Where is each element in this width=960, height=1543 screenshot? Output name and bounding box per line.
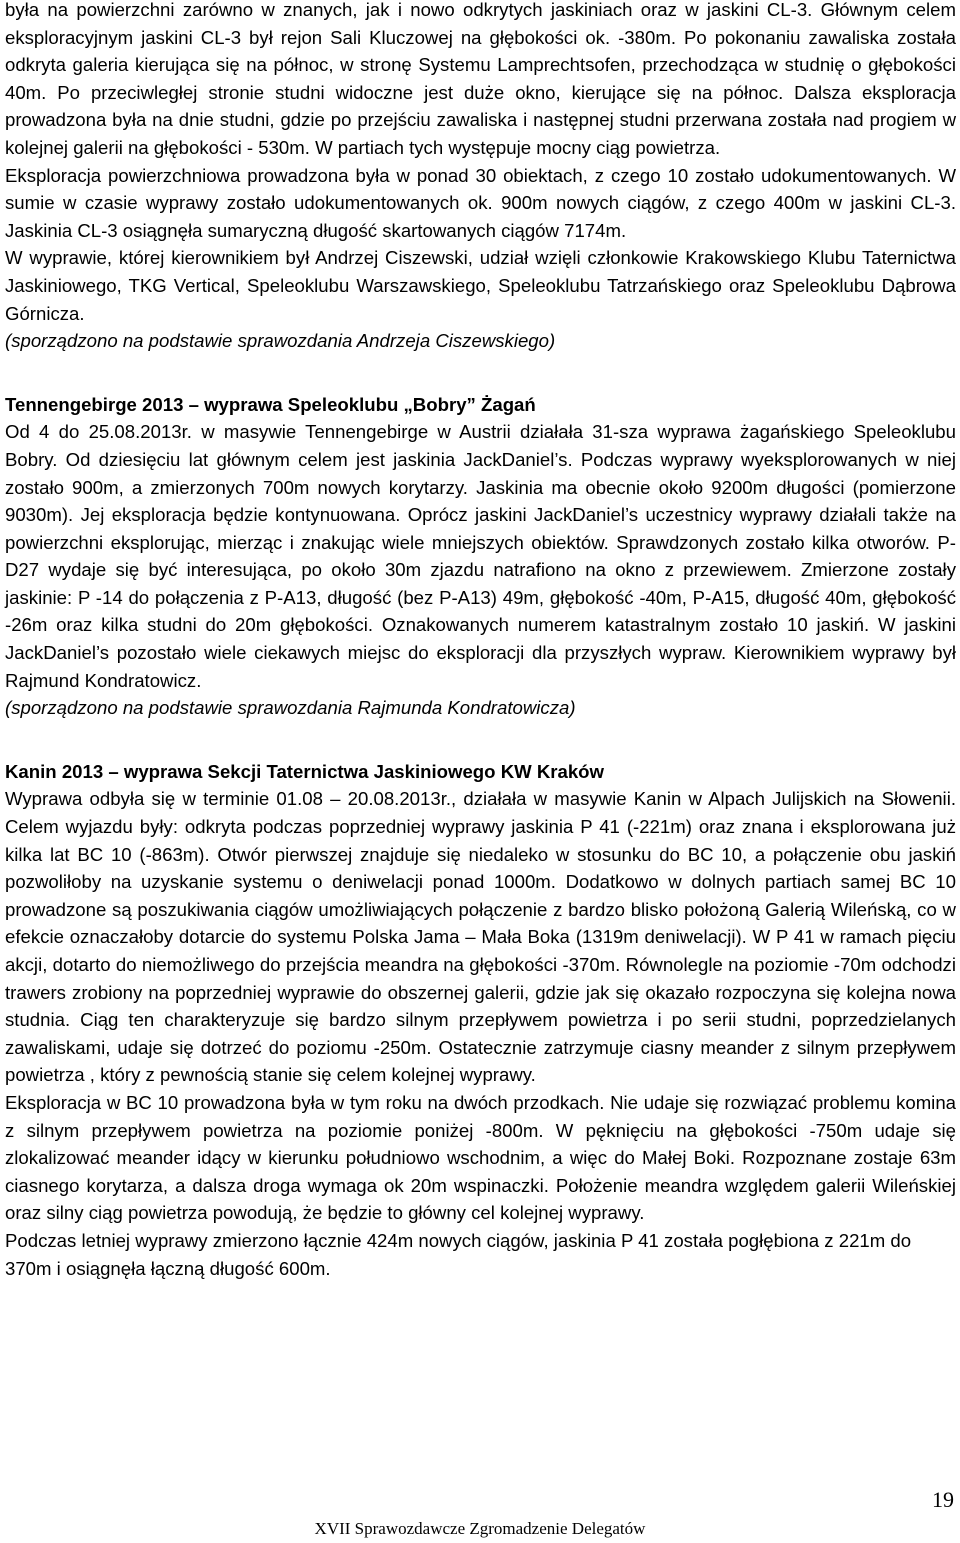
- paragraph: Eksploracja powierzchniowa prowadzona była w ponad 30 obiektach, z czego 10 zostało udokumentowanych. W sumie w czasie wyprawy zostało udokumentowanych ok. 900m nowych ciągów, z czego 400m w jaskini CL-3. Jaskinia CL-3 osiągnęła sumaryczną długość skartowanych ciągów 7174m.: [5, 164, 956, 241]
- paragraph: W wyprawie, której kierownikiem był Andrzej Ciszewski, udział wzięli członkowie Krakowskiego Klubu Taternictwa Jaskiniowego, TKG Vertical, Speleoklubu Warszawskiego, Speleoklubu Tatrzańskiego oraz Speleoklubu Dąbrowa Górnicza.: [5, 247, 956, 324]
- source-note: (sporządzono na podstawie sprawozdania Rajmunda Kondratowicza): [5, 697, 576, 719]
- section-title: Kanin 2013 – wyprawa Sekcji Taternictwa Jaskiniowego KW Kraków: [5, 760, 605, 782]
- page-number: 19: [932, 1487, 954, 1512]
- paragraph: Podczas letniej wyprawy zmierzono łącznie 424m nowych ciągów, jaskinia P 41 została pogłębiona z 221m do 370m i osiągnęła łączną długość 600m.: [5, 1229, 912, 1279]
- section-cl3: [5, 0, 956, 355]
- page-footer: XVII Sprawozdawcze Zgromadzenie Delegatów: [314, 1519, 646, 1538]
- section-kanin: [5, 758, 956, 1282]
- paragraph: Od 4 do 25.08.2013r. w masywie Tennengebirge w Austrii działała 31-sza wyprawa żagańskiego Speleoklubu Bobry. Od dziesięciu lat głównym celem jest jaskinia JackDaniel’s. Podczas wyprawy wyeksplorowanych w niej zostało 900m, a zmierzonych 700m nowych korytarzy. Jaskinia ma obecnie około 9200m długości (pomierzone 9030m). Jej eksploracja będzie kontynuowana. Oprócz jaskini JackDaniel’s uczestnicy wyprawy działali także na powierzchni eksplorując, mierząc i znakując wiele mniejszych obiektów. Sprawdzonych zostało kilka otworów. P-D27 wydaje się być interesująca, po około 30m zjazdu natrafiono na okno z przewiewem. Zmierzone zostały jaskinie: P -14 do połączenia z P-A13, długość (bez P-A13) 49m, głębokość -40m, P-A15, długość 40m, głębokość -26m oraz kilka studni do 20m głębokości. Oznakowanych numerem katastralnym zostało 10 jaskiń. W jaskini JackDaniel’s pozostało wiele ciekawych miejsc do eksploracji dla przyszłych wypraw. Kierownikiem wyprawy był Rajmund Kondratowicz.: [5, 421, 956, 691]
- paragraph: Eksploracja w BC 10 prowadzona była w tym roku na dwóch przodkach. Nie udaje się rozwiązać problemu komina z silnym przepływem powietrza na poziomie poniżej -800m. W pęknięciu na głębokości -750m udaje się zlokalizować meander idący w kierunku południowo wschodnim, a więc do Małej Boki. Rozpoznane zostaje 63m ciasnego korytarza, a dalsza droga wymaga ok 20m wspinaczki. Położenie meandra względem galerii Wileńskiej oraz silny ciąg powietrza powodują, że będzie to główny cel kolejnej wyprawy.: [5, 1091, 956, 1224]
- section-title: Tennengebirge 2013 – wyprawa Speleoklubu „Bobry” Żagań: [5, 393, 536, 415]
- paragraph: Wyprawa odbyła się w terminie 01.08 – 20.08.2013r., działała w masywie Kanin w Alpach Julijskich na Słowenii. Celem wyjazdu były: odkryta podczas poprzedniej wyprawy jaskinia P 41 (-221m) oraz znana i eksplorowana już kilka lat BC 10 (-863m). Otwór pierwszej znajduje się niedaleko w stosunku do BC 10, a połączenie obu jaskiń pozwoliłoby na uzyskanie systemu o deniwelacji ponad 1000m. Dodatkowo w dolnych partiach samej BC 10 prowadzone są poszukiwania ciągów umożliwiających połączenie z bardzo blisko położoną Galerią Wileńską, co w efekcie oznaczałoby dotarcie do systemu Polska Jama – Mała Boka (1319m deniwelacji). W P 41 w ramach pięciu akcji, dotarto do niemożliwego do przejścia meandra na głębokości -370m. Równolegle na poziomie -70m odchodzi trawers zrobiony na poprzedniej wyprawie do obszernej galerii, gdzie jak się okazało rozpoczyna się kolejna nowa studnia. Ciąg ten charakteryzuje się bardzo silnym przepływem powietrza i po serii studni, poprzedzielanych zawaliskami, udaje się dotrzeć do poziomu -250m. Ostatecznie zatrzymuje ciasny meander z silnym przepływem powietrza , który z pewnością stanie się celem kolejnej wyprawy.: [5, 788, 956, 1086]
- document-body: [5, 0, 956, 1282]
- section-tennengebirge: [5, 391, 956, 722]
- source-note: (sporządzono na podstawie sprawozdania Andrzeja Ciszewskiego): [5, 330, 556, 352]
- paragraph: była na powierzchni zarówno w znanych, jak i nowo odkrytych jaskiniach oraz w jaskini CL-3. Głównym celem eksploracyjnym jaskini CL-3 był rejon Sali Kluczowej na głębokości ok. -380m. Po pokonaniu zawaliska została odkryta galeria kierująca się na północ, w stronę Systemu Lamprechtsofen, przechodząca w studnię o głębokości 40m. Po przeciwległej stronie studni widoczne jest duże okno, kierujące się na północ. Dalsza eksploracja prowadzona była na dnie studni, gdzie po przejściu zawaliska i następnej studni przerwana została nad progiem w kolejnej galerii na głębokości - 530m. W partiach tych występuje mocny ciąg powietrza.: [5, 0, 956, 158]
